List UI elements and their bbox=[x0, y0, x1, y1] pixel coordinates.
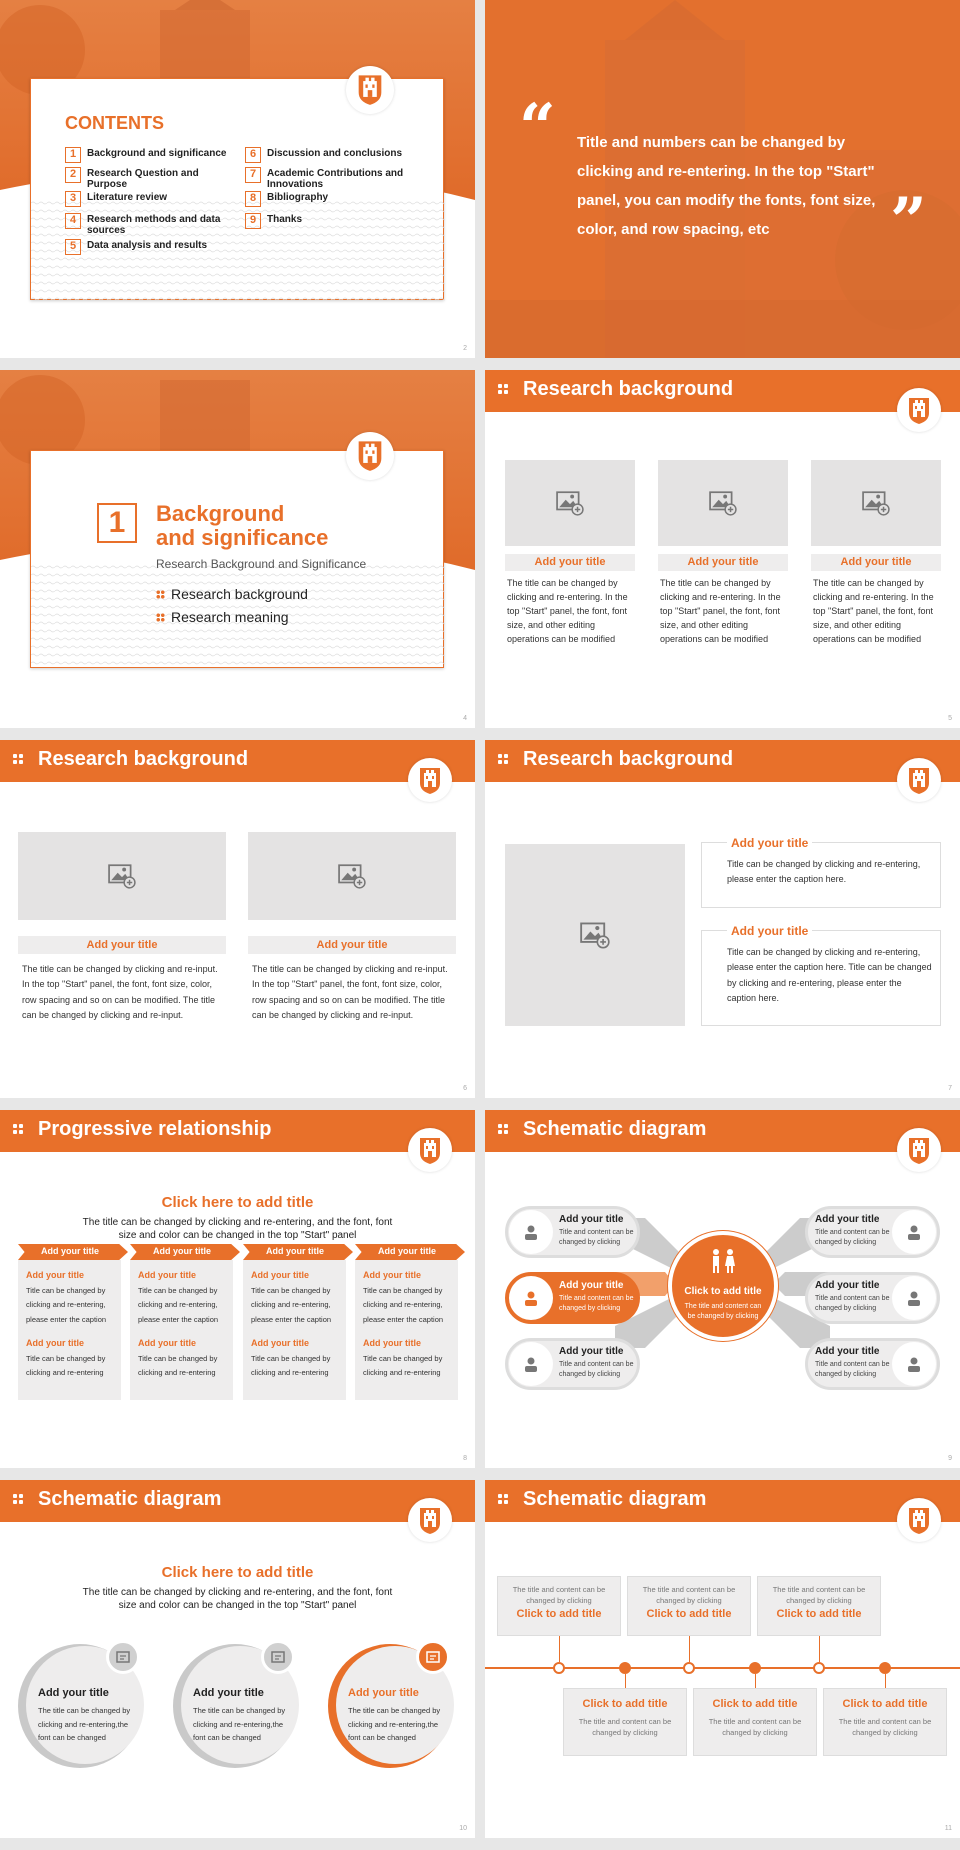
card-text: The title can be changed by clicking and re-input. In the top "Start" panel, the font, font size, color, row spacing and so on can be modified. The title can be changed by clicking and re-input. bbox=[22, 964, 218, 1020]
section-number-box: 1 bbox=[97, 503, 137, 543]
main-subtitle: The title can be changed by clicking and re-entering, and the font, font size and color can be changed in the top "Start" panel bbox=[82, 1217, 393, 1241]
bullet-research-background[interactable]: Research background bbox=[171, 586, 308, 602]
circle-text: The title can be changed by clicking and re-entering,the font can be changed bbox=[193, 1706, 286, 1742]
pill-title: Add your title bbox=[559, 1280, 624, 1291]
chat-icon bbox=[892, 1276, 936, 1320]
timeline-card-title: Click to add title bbox=[516, 1608, 602, 1620]
university-logo bbox=[897, 388, 941, 432]
image-placeholder[interactable] bbox=[18, 832, 226, 920]
step-title[interactable]: Add your title bbox=[138, 1338, 196, 1348]
timeline-card-text: The title and content can be changed by clicking bbox=[642, 1585, 736, 1606]
step-title[interactable]: Add your title bbox=[26, 1338, 84, 1348]
card-text: The title can be changed by clicking and re-input. In the top "Start" panel, the font, font size, color, row spacing and so on can be modified. The title can be changed by clicking and re-input. bbox=[252, 964, 448, 1020]
slide-progressive-relationship[interactable] bbox=[0, 1110, 475, 1468]
timeline-card-title: Click to add title bbox=[712, 1698, 798, 1710]
image-placeholder[interactable] bbox=[505, 844, 685, 1026]
pill-text: Title and content can be changed by clicking bbox=[559, 1361, 634, 1379]
card-title[interactable]: Add your title bbox=[658, 554, 788, 571]
bullet-icon bbox=[156, 590, 165, 599]
bullet-research-meaning[interactable]: Research meaning bbox=[171, 609, 289, 625]
step-text: Title can be changed by clicking and re-entering, please enter the caption bbox=[251, 1286, 332, 1324]
slide-schematic-timeline[interactable] bbox=[485, 1480, 960, 1838]
dots-icon bbox=[13, 1122, 25, 1136]
slide-title: Research background bbox=[523, 378, 734, 400]
step-title[interactable]: Add your title bbox=[363, 1338, 421, 1348]
university-logo bbox=[897, 1498, 941, 1542]
slide-research-background-boxes[interactable] bbox=[485, 740, 960, 1098]
slide-header bbox=[0, 1480, 475, 1522]
timeline-card-title: Click to add title bbox=[776, 1608, 862, 1620]
contents-list bbox=[65, 147, 425, 277]
timeline-card-text: The title and content can be changed by clicking bbox=[578, 1717, 672, 1738]
card-text: The title can be changed by clicking and re-entering. In the top "Start" panel, the font, font size, and other editing operations can be modified bbox=[660, 578, 781, 644]
toc-number-box: 1 bbox=[65, 147, 81, 163]
slide-header bbox=[0, 1110, 475, 1152]
slide-contents[interactable] bbox=[0, 0, 475, 358]
document-icon bbox=[416, 1640, 450, 1674]
quote-text[interactable]: Title and numbers can be changed by clicking and re-entering. In the top "Start" panel, you can modify the fonts, font size, color, and row spacing, etc bbox=[577, 134, 876, 238]
step-title[interactable]: Add your title bbox=[251, 1338, 309, 1348]
arrow-label: Add your title bbox=[266, 1246, 324, 1256]
timeline-node bbox=[813, 1662, 825, 1674]
circle-text: The title can be changed by clicking and re-entering,the font can be changed bbox=[348, 1706, 441, 1742]
pill-title: Add your title bbox=[815, 1280, 880, 1291]
gear-icon bbox=[509, 1210, 553, 1254]
page-number: 9 bbox=[948, 1455, 952, 1462]
text-box-2-title: Add your title bbox=[727, 924, 812, 938]
main-title[interactable]: Click here to add title bbox=[161, 1194, 314, 1211]
text-box-1-text: Title can be changed by clicking and re-entering, please enter the caption here. bbox=[727, 859, 921, 885]
hub-text: The title and content can be changed by clicking bbox=[684, 1303, 762, 1320]
slide-header bbox=[485, 1480, 960, 1522]
timeline-card-text: The title and content can be changed by clicking bbox=[708, 1717, 802, 1738]
toc-item-label[interactable]: Literature review bbox=[87, 192, 168, 203]
timeline-stem bbox=[885, 1674, 886, 1688]
toc-number-box: 4 bbox=[65, 213, 81, 229]
timeline-node bbox=[553, 1662, 565, 1674]
toc-item-label[interactable]: Bibliography bbox=[267, 192, 329, 203]
hub-title: Click to add title bbox=[684, 1286, 762, 1297]
timeline-card-title: Click to add title bbox=[582, 1698, 668, 1710]
card-title[interactable]: Add your title bbox=[811, 554, 941, 571]
presentation-icon bbox=[261, 1640, 295, 1674]
step-text: Title can be changed by clicking and re-entering bbox=[138, 1354, 218, 1378]
image-placeholder[interactable] bbox=[811, 460, 941, 546]
pill-title: Add your title bbox=[559, 1214, 624, 1225]
toc-number-box: 9 bbox=[245, 213, 261, 229]
timeline-node bbox=[619, 1662, 631, 1674]
timeline-card-title: Click to add title bbox=[646, 1608, 732, 1620]
image-placeholder[interactable] bbox=[658, 460, 788, 546]
pill-title: Add your title bbox=[815, 1214, 880, 1225]
section-card bbox=[30, 450, 444, 668]
card-text: The title can be changed by clicking and re-entering. In the top "Start" panel, the font, font size, and other editing operations can be modified bbox=[507, 578, 628, 644]
page-number: 11 bbox=[944, 1825, 952, 1832]
circle-title: Add your title bbox=[193, 1687, 264, 1699]
step-text: Title can be changed by clicking and re-entering bbox=[363, 1354, 443, 1378]
slide-title: Research background bbox=[38, 748, 249, 770]
slide-schematic-circles[interactable] bbox=[0, 1480, 475, 1838]
card-title[interactable]: Add your title bbox=[505, 554, 635, 571]
timeline-node bbox=[683, 1662, 695, 1674]
slide-quote[interactable] bbox=[485, 0, 960, 358]
bullet-icon bbox=[156, 613, 165, 622]
slide-header bbox=[485, 370, 960, 412]
slide-title: Schematic diagram bbox=[38, 1488, 222, 1510]
toc-number-box: 7 bbox=[245, 167, 261, 183]
slide-title: Schematic diagram bbox=[523, 1488, 707, 1510]
timeline-node bbox=[879, 1662, 891, 1674]
main-subtitle: The title can be changed by clicking and re-entering, and the font, font size and color can be changed in the top "Start" panel bbox=[82, 1587, 393, 1611]
card-title[interactable]: Add your title bbox=[248, 936, 456, 954]
user-icon bbox=[892, 1210, 936, 1254]
toc-item-label[interactable]: Academic Contributions and Innovations bbox=[267, 168, 404, 190]
whiteboard-icon bbox=[509, 1342, 553, 1386]
image-placeholder[interactable] bbox=[248, 832, 456, 920]
toc-item-label[interactable]: Background and significance bbox=[87, 148, 227, 159]
toc-item-label[interactable]: Data analysis and results bbox=[87, 240, 208, 251]
slide-title: Research background bbox=[523, 748, 734, 770]
toc-number-box: 2 bbox=[65, 167, 81, 183]
toc-number-box: 3 bbox=[65, 191, 81, 207]
arrow-label: Add your title bbox=[41, 1246, 99, 1256]
toc-number-box: 6 bbox=[245, 147, 261, 163]
timeline-card-text: The title and content can be changed by clicking bbox=[838, 1717, 932, 1738]
arrow-label: Add your title bbox=[378, 1246, 436, 1256]
slide-header bbox=[0, 740, 475, 782]
pill-title: Add your title bbox=[815, 1346, 880, 1357]
step-text: Title can be changed by clicking and re-entering, please enter the caption bbox=[138, 1286, 219, 1324]
page-number: 8 bbox=[463, 1455, 467, 1462]
timeline-node bbox=[749, 1662, 761, 1674]
page-number: 7 bbox=[948, 1085, 952, 1092]
teacher-icon bbox=[892, 1342, 936, 1386]
circle-title: Add your title bbox=[38, 1687, 109, 1699]
step-title[interactable]: Add your title bbox=[138, 1270, 196, 1280]
university-logo bbox=[897, 758, 941, 802]
slide-title: Progressive relationship bbox=[38, 1118, 272, 1140]
dots-icon bbox=[498, 752, 510, 766]
step-title[interactable]: Add your title bbox=[363, 1270, 421, 1280]
slide-research-background-2[interactable] bbox=[0, 740, 475, 1098]
step-title[interactable]: Add your title bbox=[251, 1270, 309, 1280]
pill-text: Title and content can be changed by clicking bbox=[815, 1229, 890, 1247]
circle-title: Add your title bbox=[348, 1687, 419, 1699]
toc-item-label[interactable]: Research methods and data sources bbox=[87, 214, 221, 236]
timeline-card-title: Click to add title bbox=[842, 1698, 928, 1710]
card-title[interactable]: Add your title bbox=[18, 936, 226, 954]
close-quote-icon: ” bbox=[890, 184, 927, 259]
dots-icon bbox=[13, 1492, 25, 1506]
dots-icon bbox=[498, 1492, 510, 1506]
step-text: Title can be changed by clicking and re-entering, please enter the caption bbox=[363, 1286, 444, 1324]
pill-text: Title and content can be changed by clicking bbox=[559, 1295, 634, 1313]
text-box-2-text: Title can be changed by clicking and re-entering, please enter the caption here. Title can be changed by clicking and re-entering, please enter the caption here. bbox=[727, 947, 932, 1003]
main-title[interactable]: Click here to add title bbox=[161, 1564, 314, 1581]
step-title[interactable]: Add your title bbox=[26, 1270, 84, 1280]
timeline-card-text: The title and content can be changed by clicking bbox=[512, 1585, 606, 1606]
step-text: Title can be changed by clicking and re-entering bbox=[26, 1354, 106, 1378]
text-box-1-title: Add your title bbox=[727, 836, 812, 850]
timeline-stem bbox=[625, 1674, 626, 1688]
page-number: 10 bbox=[459, 1825, 467, 1832]
toc-item-label[interactable]: Thanks bbox=[267, 214, 303, 225]
pill-text: Title and content can be changed by clicking bbox=[815, 1295, 890, 1313]
circle-text: The title can be changed by clicking and re-entering,the font can be changed bbox=[38, 1706, 131, 1742]
section-subtitle: Research Background and Significance bbox=[156, 557, 367, 571]
presenter-icon bbox=[509, 1276, 553, 1320]
toc-number-box: 5 bbox=[65, 239, 81, 255]
timeline-card-text: The title and content can be changed by clicking bbox=[772, 1585, 866, 1606]
slide-research-background-3[interactable] bbox=[485, 370, 960, 728]
pill-title: Add your title bbox=[559, 1346, 624, 1357]
timeline-stem bbox=[755, 1674, 756, 1688]
page-number: 2 bbox=[463, 345, 467, 352]
image-placeholder[interactable] bbox=[505, 460, 635, 546]
page-number: 6 bbox=[463, 1085, 467, 1092]
slide-header bbox=[485, 740, 960, 782]
arrow-label: Add your title bbox=[153, 1246, 211, 1256]
pill-text: Title and content can be changed by clicking bbox=[559, 1229, 634, 1247]
pill-text: Title and content can be changed by clicking bbox=[815, 1361, 890, 1379]
contents-heading: CONTENTS bbox=[65, 113, 164, 133]
university-logo bbox=[408, 1498, 452, 1542]
university-logo bbox=[408, 758, 452, 802]
dots-icon bbox=[13, 752, 25, 766]
people-icon bbox=[707, 1248, 739, 1274]
section-title-line2: and significance bbox=[156, 525, 329, 550]
card-text: The title can be changed by clicking and re-entering. In the top "Start" panel, the font, font size, and other editing operations can be modified bbox=[813, 578, 934, 644]
slide-title: Schematic diagram bbox=[523, 1118, 707, 1140]
dots-icon bbox=[498, 382, 510, 396]
slide-section-1[interactable] bbox=[0, 370, 475, 728]
toc-item-label[interactable]: Discussion and conclusions bbox=[267, 148, 403, 159]
page-number: 4 bbox=[463, 715, 467, 722]
step-text: Title can be changed by clicking and re-entering bbox=[251, 1354, 331, 1378]
slide-schematic-hub[interactable] bbox=[485, 1110, 960, 1468]
toc-item-label[interactable]: Research Question and Purpose bbox=[87, 168, 199, 190]
team-icon bbox=[106, 1640, 140, 1674]
university-logo bbox=[346, 66, 394, 114]
contents-card bbox=[30, 78, 444, 300]
page-number: 5 bbox=[948, 715, 952, 722]
step-text: Title can be changed by clicking and re-entering, please enter the caption bbox=[26, 1286, 107, 1324]
section-title-line1: Background bbox=[156, 501, 285, 526]
university-logo bbox=[346, 432, 394, 480]
university-logo bbox=[408, 1128, 452, 1172]
open-quote-icon: “ bbox=[519, 90, 556, 165]
toc-number-box: 8 bbox=[245, 191, 261, 207]
